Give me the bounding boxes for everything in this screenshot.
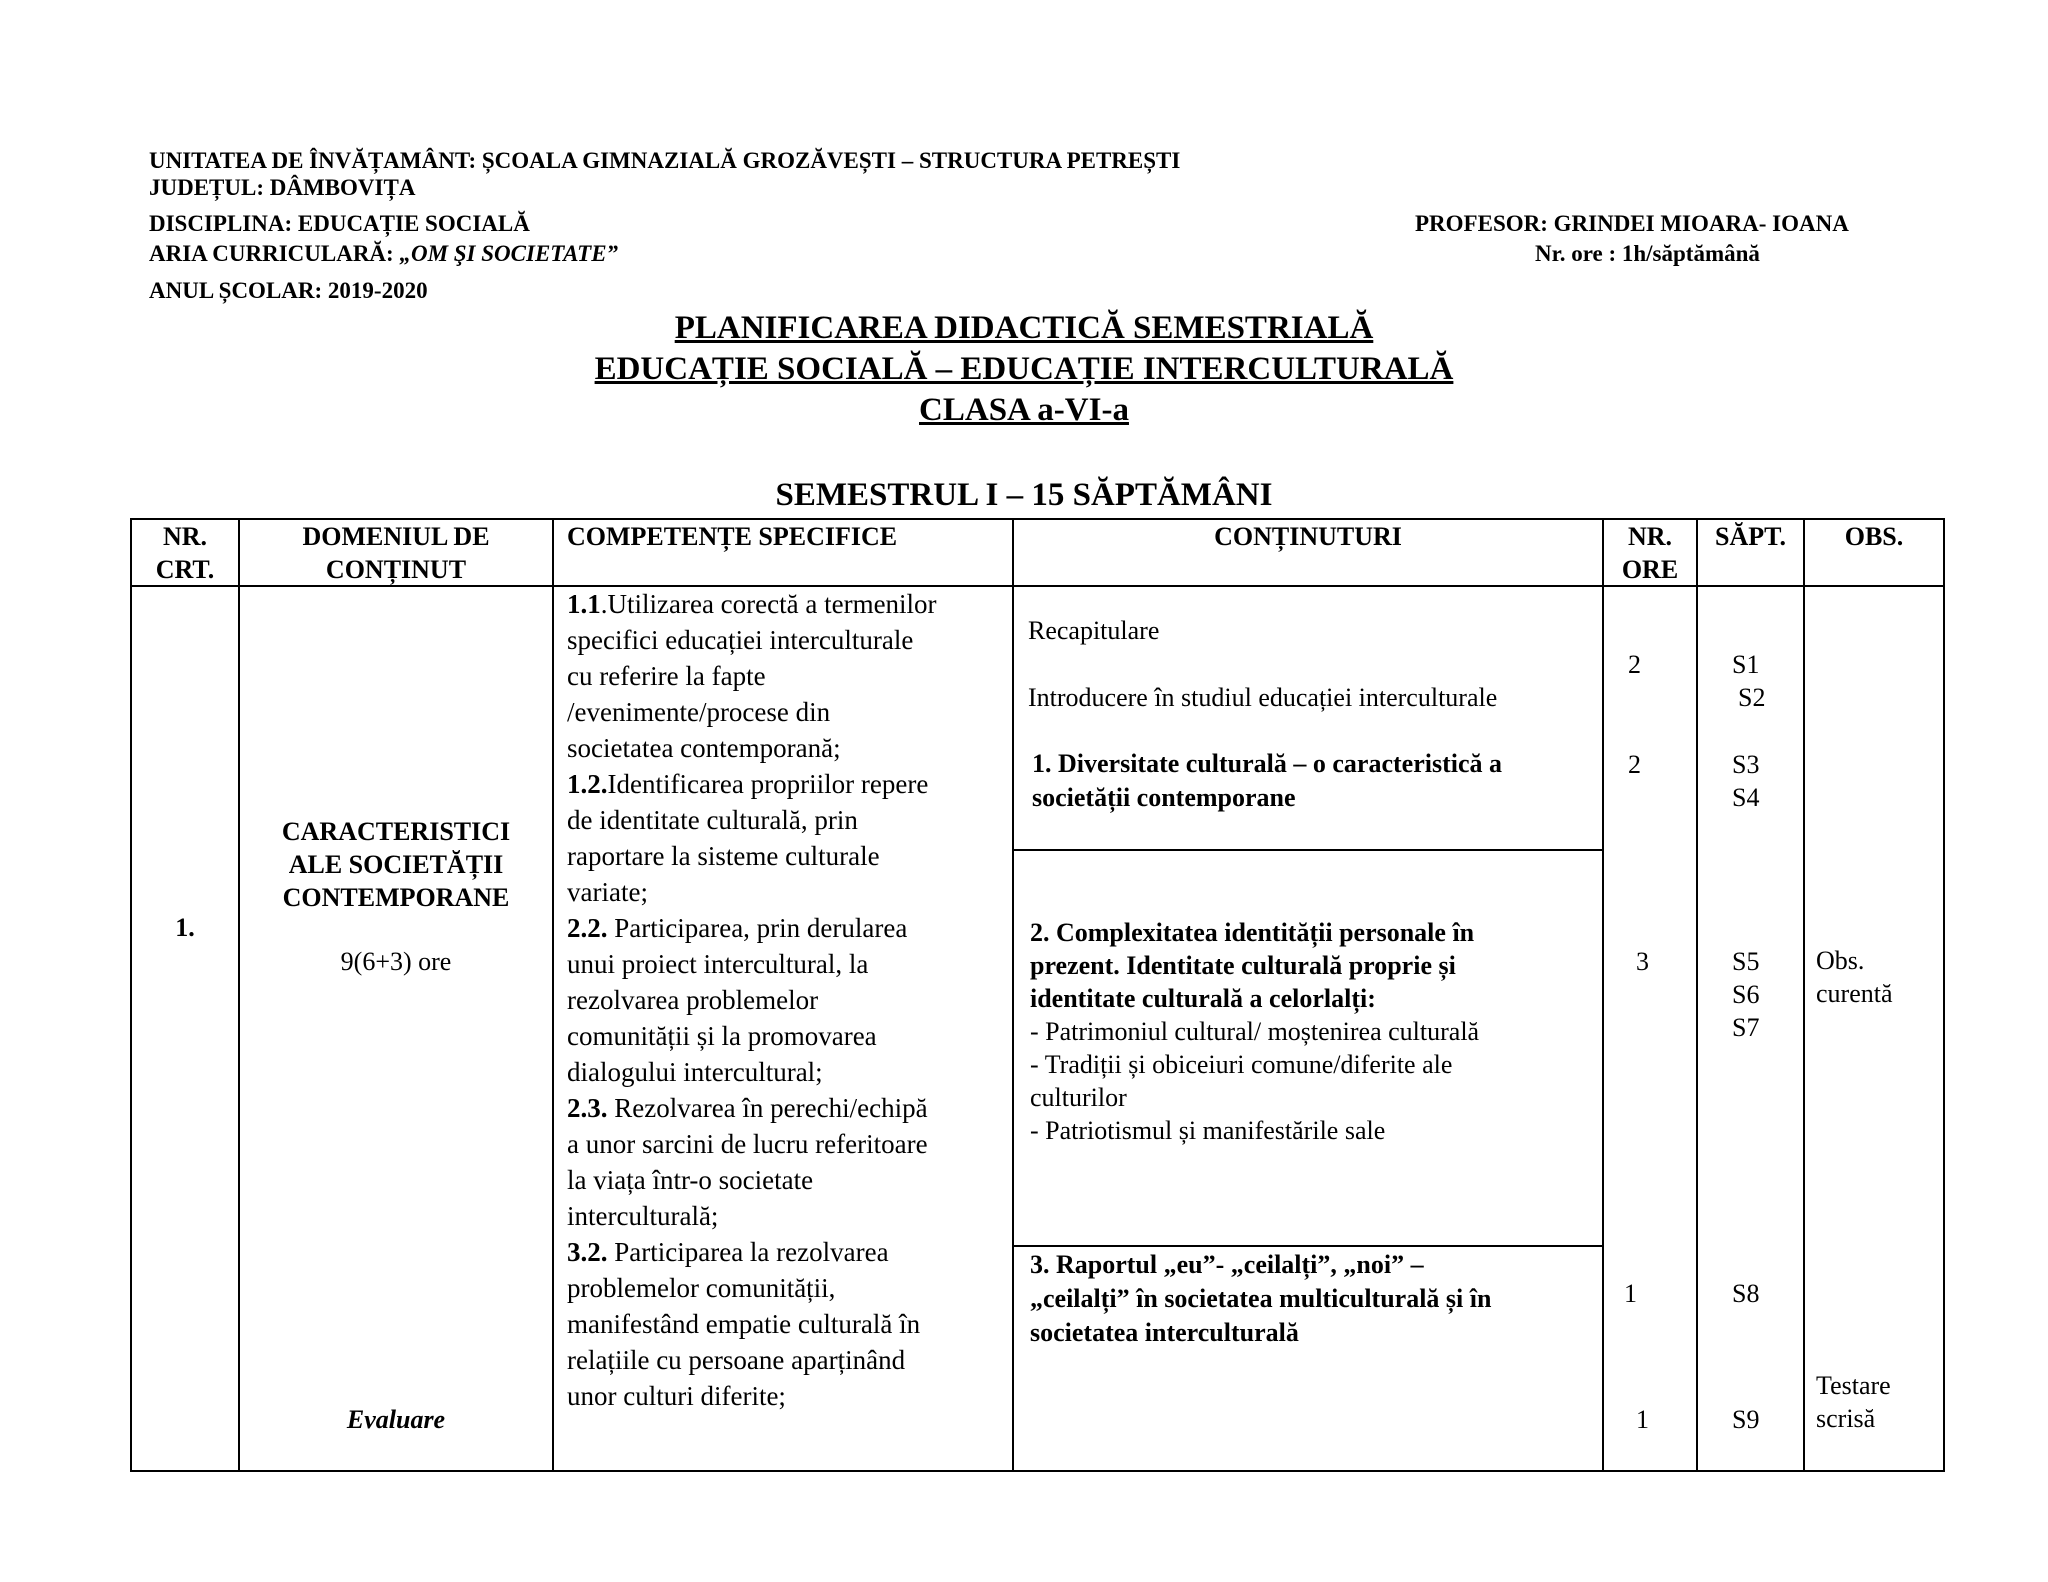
week-label: S4	[1732, 783, 1760, 812]
curricular-area	[149, 240, 618, 267]
domain-hours: 9(6+3) ore	[340, 947, 452, 976]
header-obs: OBS.	[1844, 522, 1904, 551]
observation-written-test: Testare scrisă	[1816, 1371, 1891, 1433]
domain-title: CARACTERISTICI ALE SOCIETĂȚII CONTEMPORANE	[281, 817, 511, 912]
observation-current: Obs. curentă	[1816, 946, 1893, 1008]
page-subtitle: EDUCAȚIE SOCIALĂ – EDUCAȚIE INTERCULTURALĂ	[594, 351, 1454, 387]
school-unit: UNITATEA DE ÎNVĂȚAMÂNT: ȘCOALA GIMNAZIALĂ GROZĂVEȘTI – STRUCTURA PETREȘTI	[149, 148, 1181, 173]
school-year: ANUL ȘCOLAR: 2019-2020	[149, 278, 428, 303]
week-label: S5	[1732, 947, 1760, 976]
teacher: PROFESOR: GRINDEI MIOARA- IOANA	[1415, 211, 1849, 236]
curricular-area-label: ARIA CURRICULARĂ:	[149, 241, 400, 266]
week-label: S6	[1732, 980, 1760, 1009]
header-competente: COMPETENȚE SPECIFICE	[567, 522, 898, 551]
hours-value: 2	[1628, 650, 1641, 679]
week-label: S3	[1732, 750, 1760, 779]
hours-value: 3	[1636, 947, 1649, 976]
semester-title: SEMESTRUL I – 15 SĂPTĂMÂNI	[775, 477, 1273, 513]
header-continuturi: CONȚINUTURI	[1214, 522, 1402, 551]
competence-1-1: 1.1.Utilizarea corectă a termenilor	[567, 589, 937, 619]
content-topic-3: 3. Raportul „eu”- „ceilalți”, „noi” – „ceilalți” în societatea multiculturală și în societatea interculturală	[1030, 1250, 1492, 1347]
competence-3-2: 3.2. Participarea la rezolvarea	[567, 1237, 889, 1267]
page-title: PLANIFICAREA DIDACTICĂ SEMESTRIALĂ	[674, 310, 1374, 346]
hours-value: 1	[1624, 1279, 1637, 1308]
week-label: S1	[1732, 650, 1760, 679]
header-sapt: SĂPT.	[1714, 522, 1787, 551]
header-nr-crt: NR. CRT.	[155, 522, 215, 584]
discipline: DISCIPLINA: EDUCAȚIE SOCIALĂ	[149, 211, 530, 236]
county: JUDEȚUL: DÂMBOVIȚA	[149, 175, 416, 200]
competences-list: 1.1.Utilizarea corectă a termenilor specifici educației interculturale cu referire la fapte /evenimente/procese din societatea contemporană; 1.2.Identificarea propriilor repere de identitate culturală, prin raportare la sisteme culturale variate; 2.2. Participarea, prin derularea unui proiect intercultural, la rezolvarea problemelor comunității și la promovarea dialogului intercultural; 2.3. Rezolvarea în perechi/echipă a unor sarcini de lucru referitoare la viața într-o societate interculturală; 3.2. Participarea la rezolvarea problemelor comunității, manifestând empatie culturală în relațiile cu persoane aparținând unor culturi diferite;	[567, 586, 1007, 1414]
content-topic-1: 1. Diversitate culturală – o caracteristică a societății contemporane	[1032, 749, 1503, 812]
row-number: 1.	[175, 913, 195, 942]
week-label: S2	[1738, 683, 1766, 712]
class-title: CLASA a-VI-a	[919, 392, 1129, 428]
content-topic-2: 2. Complexitatea identității personale în prezent. Identitate culturală proprie și identitate culturală a celorlalți: - Patrimoniul cultural/ moștenirea culturală - Tradiții și obiceiuri comune/diferite ale culturilor - Patriotismul și manifestările sale	[1030, 918, 1480, 1145]
hours-value: 2	[1628, 750, 1641, 779]
curricular-area-value: „OM ŞI SOCIETATE”	[399, 241, 619, 266]
content-recapitulare: Recapitulare	[1028, 616, 1160, 645]
competence-2-2: 2.2. Participarea, prin derularea	[567, 913, 908, 943]
week-label: S8	[1732, 1279, 1760, 1308]
competence-2-3: 2.3. Rezolvarea în perechi/echipă	[567, 1093, 928, 1123]
header-domeniu: DOMENIUL DE CONȚINUT	[302, 522, 490, 584]
content-introducere: Introducere în studiul educației interculturale	[1028, 683, 1498, 712]
evaluation-label: Evaluare	[346, 1405, 446, 1434]
week-label: S9	[1732, 1405, 1760, 1434]
hours-value: 1	[1636, 1405, 1649, 1434]
header-nr-ore: NR. ORE	[1621, 522, 1679, 584]
hours-per-week: Nr. ore : 1h/săptămână	[1535, 241, 1760, 266]
week-label: S7	[1732, 1013, 1760, 1042]
competence-1-2: 1.2.Identificarea propriilor repere	[567, 769, 929, 799]
